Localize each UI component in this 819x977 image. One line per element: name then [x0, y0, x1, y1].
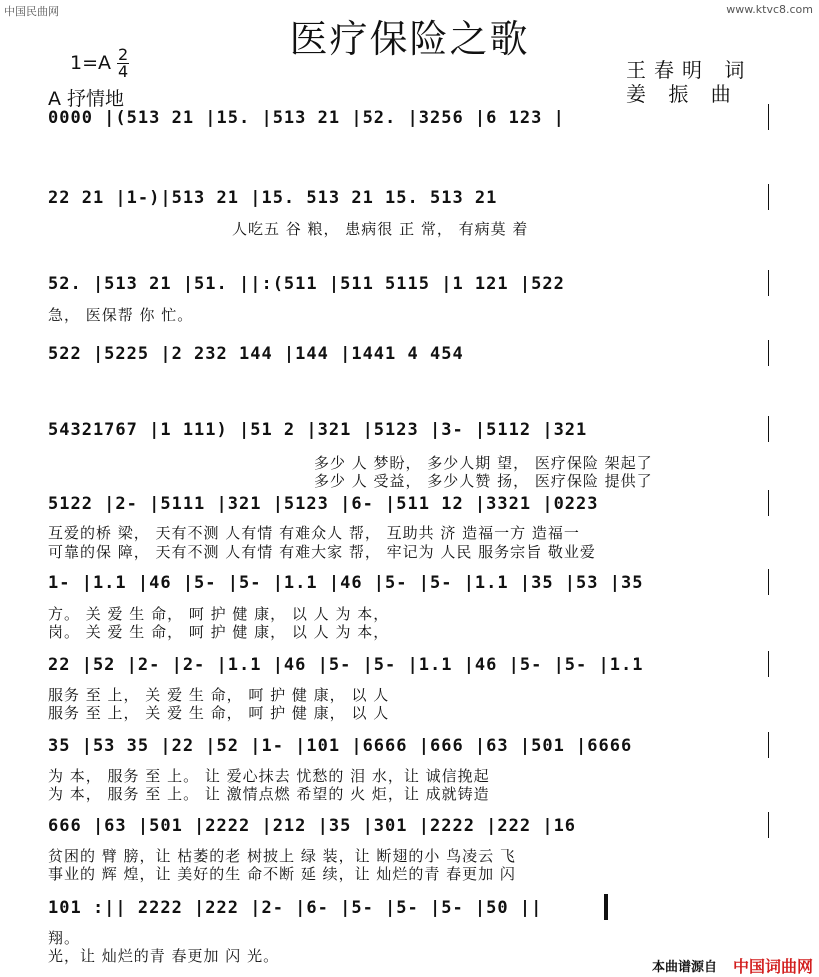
footer-brand: 中国词曲网 [733, 957, 814, 976]
bar-line [768, 184, 769, 210]
lyric-row-9-verse-1: 为 本， 服务 至 上。 让 爱心抹去 忧愁的 泪 水，让 诚信挽起 [48, 767, 490, 785]
bar-line [768, 416, 769, 442]
lyric-row-10-verse-1: 贫困的 臂 膀，让 枯萎的老 树披上 绿 装，让 断翅的小 鸟凌云 飞 [48, 847, 516, 865]
bar-line [768, 651, 769, 677]
bar-line [768, 104, 769, 130]
lyric-row-11-verse-1: 翔。 [48, 929, 81, 947]
lyric-row-5-verse-1: 多少 人 梦盼， 多少人期 望， 医疗保险 架起了 [314, 454, 653, 472]
tempo-marking: A 抒情地 [48, 88, 125, 110]
lyric-row-8-verse-2: 服务 至 上， 关 爱 生 命， 呵 护 健 康， 以 人 [48, 704, 390, 722]
notation-row-11: 101 :|| 2222 |222 |2- |6- |5- |5- |5- |50 || [48, 898, 543, 918]
bar-line [768, 812, 769, 838]
notation-row-9: 35 |53 35 |22 |52 |1- |101 |6666 |666 |63 |501 |6666 [48, 736, 633, 756]
final-bar-line [604, 894, 608, 920]
time-numerator: 2 [117, 45, 129, 64]
footer-source-label: 本曲谱源自 [652, 960, 718, 975]
lyric-row-11-verse-2: 光，让 灿烂的青 春更加 闪 光。 [48, 947, 280, 965]
lyric-row-8-verse-1: 服务 至 上， 关 爱 生 命， 呵 护 健 康， 以 人 [48, 686, 390, 704]
bar-line [768, 270, 769, 296]
key-prefix: 1=A [70, 52, 112, 74]
lyricist-credit: 王春明 词 [626, 58, 753, 82]
key-signature [70, 45, 129, 81]
lyric-row-5-verse-2: 多少 人 受益， 多少人赞 扬， 医疗保险 提供了 [314, 472, 653, 490]
bar-line [768, 569, 769, 595]
lyric-row-9-verse-2: 为 本， 服务 至 上。 让 激情点燃 希望的 火 炬，让 成就铸造 [48, 785, 490, 803]
song-title: 医疗保险之歌 [289, 17, 530, 61]
lyric-row-6-verse-1: 互爱的桥 梁， 天有不测 人有情 有难众人 帮， 互助共 济 造福一方 造福一 [48, 524, 580, 542]
watermark-right: www.ktvc8.com [726, 3, 813, 16]
lyric-row-6-verse-2: 可靠的保 障， 天有不测 人有情 有难大家 帮， 牢记为 人民 服务宗旨 敬业爱 [48, 543, 596, 561]
watermark-left: 中国民曲网 [4, 5, 59, 18]
notation-row-6: 5122 |2- |5111 |321 |5123 |6- |511 12 |3321 |0223 [48, 494, 599, 514]
time-denominator: 4 [117, 62, 129, 81]
bar-line [768, 732, 769, 758]
notation-row-3: 52. |513 21 |51. ||:(511 |511 5115 |1 121 |522 [48, 274, 565, 294]
lyric-row-7-verse-1: 方。 关 爱 生 命， 呵 护 健 康， 以 人 为 本， [48, 605, 390, 623]
notation-row-4: 522 |5225 |2 232 144 |144 |1441 4 454 [48, 344, 464, 364]
lyric-row-3-verse-1: 急， 医保帮 你 忙。 [48, 306, 194, 324]
time-signature [117, 45, 129, 81]
lyric-row-2-verse-1: 人吃五 谷 粮， 患病很 正 常， 有病莫 着 [232, 220, 529, 238]
notation-row-2: 22 21 |1-)|513 21 |15. 513 21 15. 513 21 [48, 188, 498, 208]
notation-row-7: 1- |1.1 |46 |5- |5- |1.1 |46 |5- |5- |1.1 |35 |53 |35 [48, 573, 644, 593]
notation-row-10: 666 |63 |501 |2222 |212 |35 |301 |2222 |222 |16 [48, 816, 577, 836]
notation-row-8: 22 |52 |2- |2- |1.1 |46 |5- |5- |1.1 |46 |5- |5- |1.1 [48, 655, 644, 675]
lyric-row-7-verse-2: 岗。 关 爱 生 命， 呵 护 健 康， 以 人 为 本， [48, 623, 390, 641]
lyric-row-10-verse-2: 事业的 辉 煌，让 美好的生 命不断 延 续，让 灿烂的青 春更加 闪 [48, 865, 516, 883]
bar-line [768, 340, 769, 366]
notation-row-5: 54321767 |1 111) |51 2 |321 |5123 |3- |5112 |321 [48, 420, 588, 440]
composer-credit: 姜 振 曲 [626, 82, 739, 106]
notation-row-1: 0000 |(513 21 |15. |513 21 |52. |3256 |6 123 | [48, 108, 565, 128]
bar-line [768, 490, 769, 516]
